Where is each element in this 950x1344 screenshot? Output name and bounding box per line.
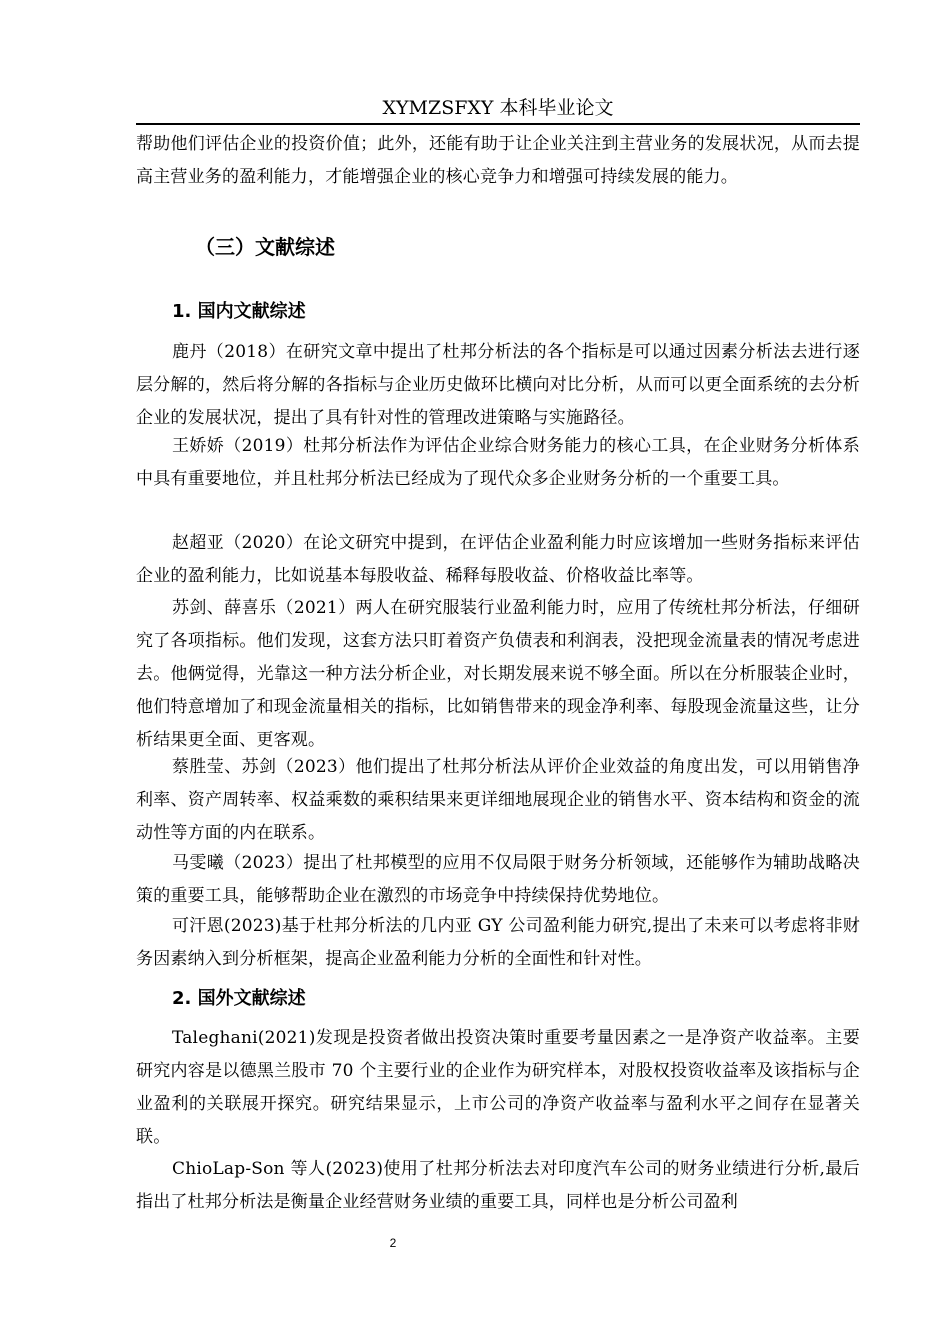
section-heading: （三）文献综述 [195,235,335,259]
paragraph: 苏剑、薛喜乐（2021）两人在研究服装行业盈利能力时，应用了传统杜邦分析法，仔细研究了各项指标。他们发现，这套方法只盯着资产负债表和利润表，没把现金流量表的情况考虑进去。他俩觉得，光靠这一种方法分析企业，对长期发展来说不够全面。所以在分析服装企业时，他们特意增加了和现金流量相关的指标，比如销售带来的现金净利率、每股现金流量这些，让分析结果更全面、更客观。 [136,598,860,750]
paragraph: 马雯曦（2023）提出了杜邦模型的应用不仅局限于财务分析领域，还能够作为辅助战略决策的重要工具，能够帮助企业在激烈的市场竞争中持续保持优势地位。 [136,853,860,906]
paragraph: ChioLap-Son 等人(2023)使用了杜邦分析法去对印度汽车公司的财务业绩进行分析,最后指出了杜邦分析法是衡量企业经营财务业绩的重要工具，同样也是分析公司盈利 [136,1159,860,1212]
paragraph: 赵超亚（2020）在论文研究中提到，在评估企业盈利能力时应该增加一些财务指标来评估企业的盈利能力，比如说基本每股收益、稀释每股收益、价格收益比率等。 [136,533,860,586]
paragraph: 可汗恩(2023)基于杜邦分析法的几内亚 GY 公司盈利能力研究,提出了未来可以考虑将非财务因素纳入到分析框架，提高企业盈利能力分析的全面性和针对性。 [136,916,860,969]
page-number: 2 [389,1236,397,1250]
paragraph: Taleghani(2021)发现是投资者做出投资决策时重要考量因素之一是净资产收益率。主要研究内容是以德黑兰股市 70 个主要行业的企业作为研究样本，对股权投资收益率及该指标与企业盈利的关联展开探究。研究结果显示，上市公司的净资产收益率与盈利水平之间存在显著关联。 [136,1028,860,1147]
paragraph: 蔡胜莹、苏剑（2023）他们提出了杜邦分析法从评价企业效益的角度出发，可以用销售净利率、资产周转率、权益乘数的乘积结果来更详细地展现企业的销售水平、资本结构和资金的流动性等方面的内在联系。 [136,757,860,843]
subsection-heading-foreign: 2. 国外文献综述 [172,988,306,1009]
paragraph: 王娇娇（2019）杜邦分析法作为评估企业综合财务能力的核心工具，在企业财务分析体系中具有重要地位，并且杜邦分析法已经成为了现代众多企业财务分析的一个重要工具。 [136,436,860,489]
page-header: XYMZSFXY 本科毕业论文 [382,97,614,119]
header-rule [136,123,860,125]
paragraph: 鹿丹（2018）在研究文章中提出了杜邦分析法的各个指标是可以通过因素分析法去进行逐层分解的，然后将分解的各指标与企业历史做环比横向对比分析，从而可以更全面系统的去分析企业的发展状况，提出了具有针对性的管理改进策略与实施路径。 [136,342,860,428]
subsection-heading-domestic: 1. 国内文献综述 [172,301,306,322]
paragraph-continuation: 帮助他们评估企业的投资价值；此外，还能有助于让企业关注到主营业务的发展状况，从而去提高主营业务的盈利能力，才能增强企业的核心竞争力和增强可持续发展的能力。 [136,134,860,187]
